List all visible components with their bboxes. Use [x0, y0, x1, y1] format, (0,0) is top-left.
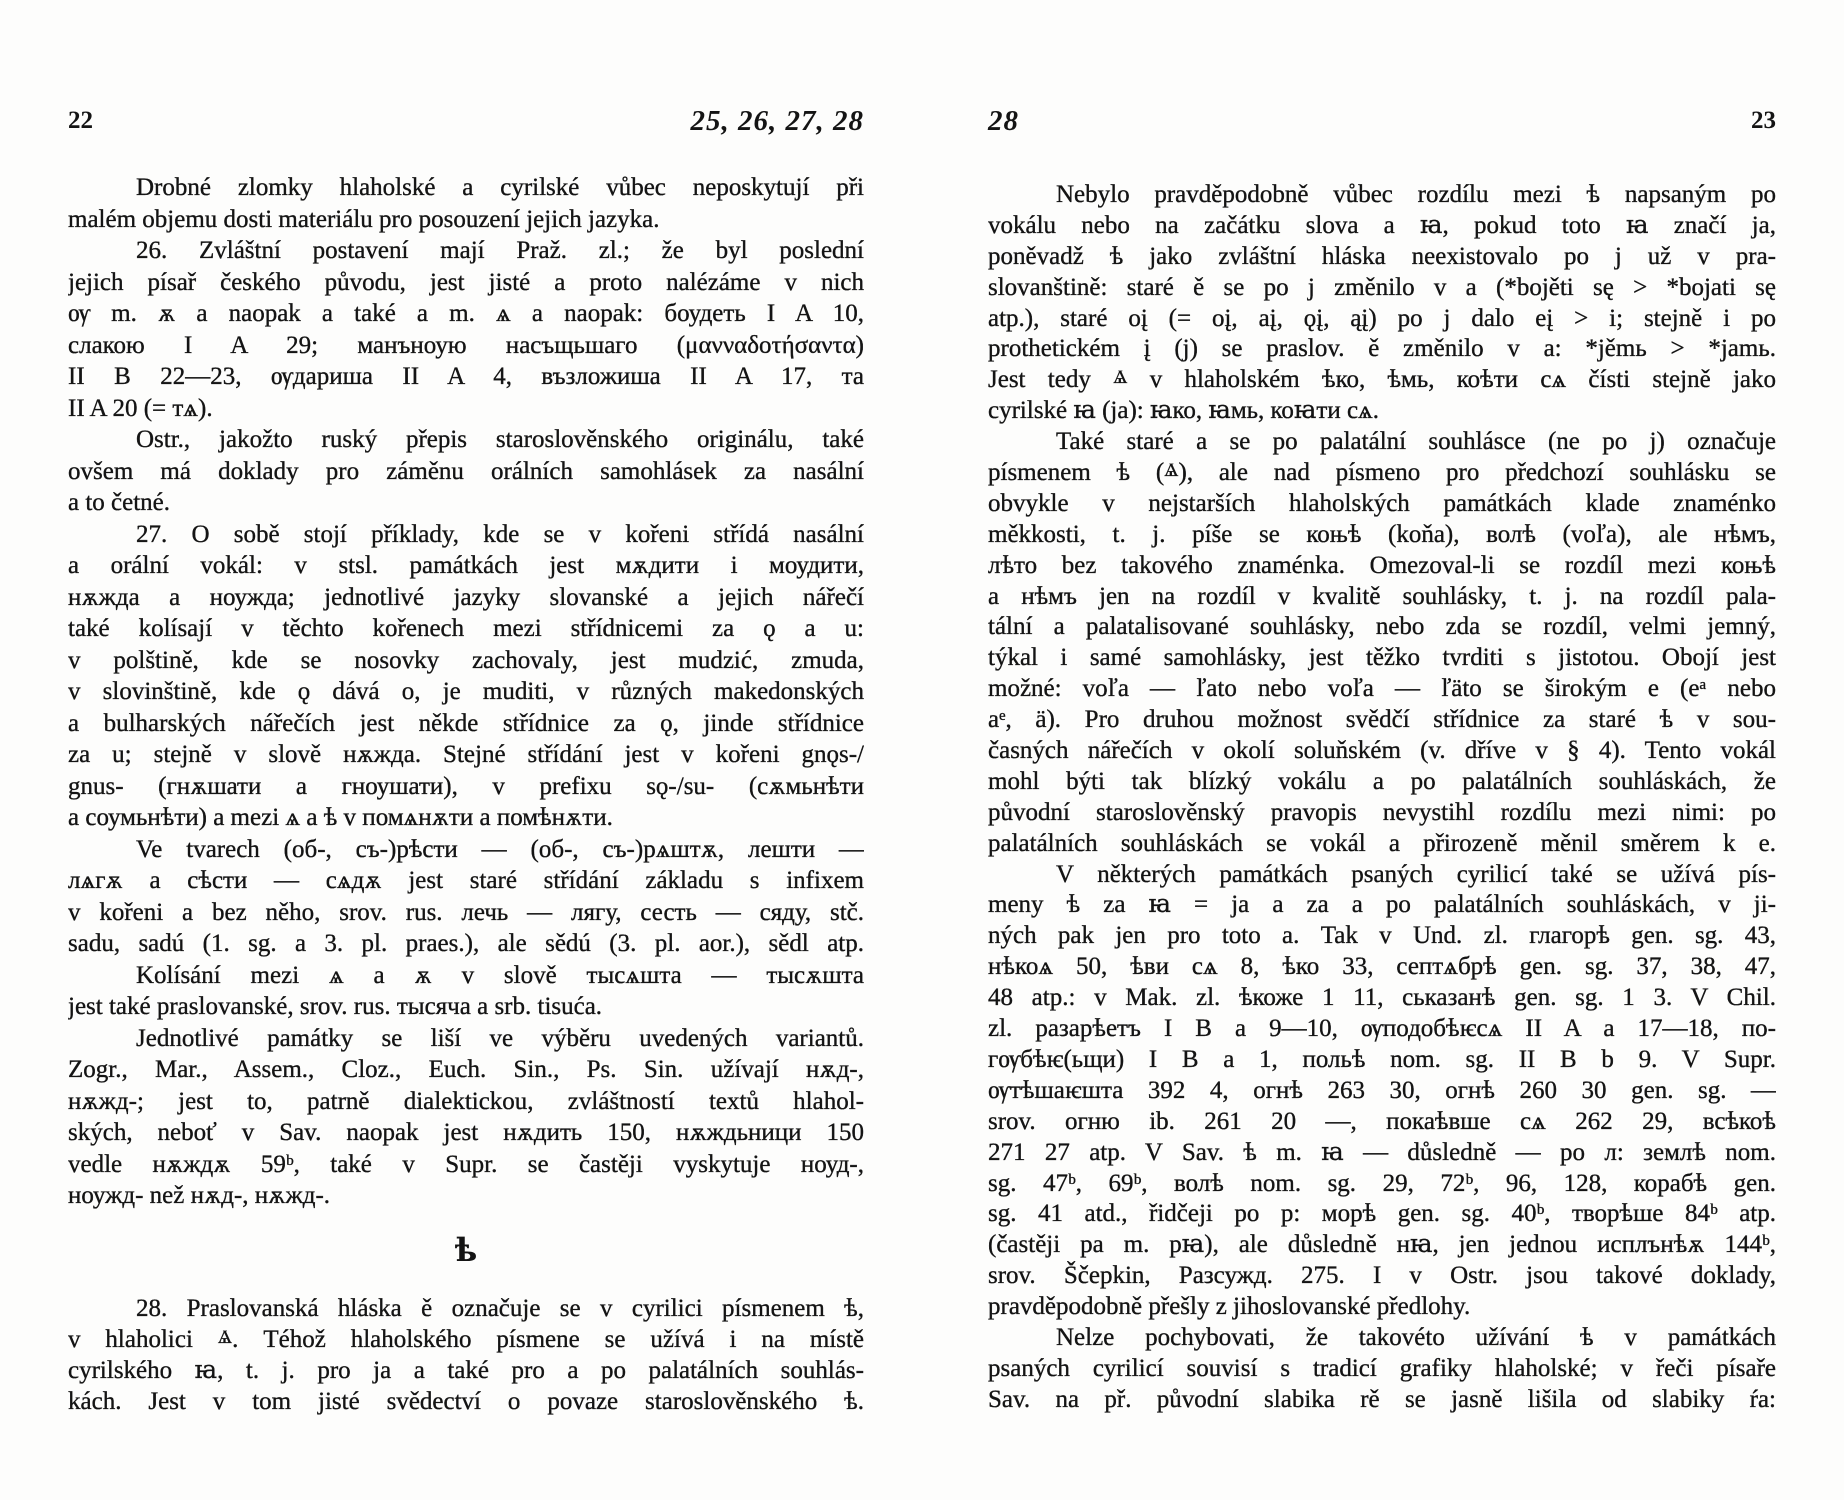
text-line: zl. разарѣетъ I B a 9—10, ѹподобѣѥсѧ II A a 17—18, по- [988, 1015, 1776, 1043]
text-line: cyrilského ꙗ, t. j. pro ja a také pro a po palatálních souhlás- [68, 1357, 864, 1384]
section-divider: ѣ [454, 1231, 478, 1269]
text-line: sg. 47ᵇ, 69ᵇ, волѣ nom. sg. 29, 72ᵇ, 96, 128, корабѣ gen. [988, 1169, 1776, 1197]
text-line: v polštině, kde se nosovky zachovaly, jest mudzić, zmuda, [68, 646, 864, 674]
text-line: písmenem ѣ (ⱑ), ale nad písmeno pro předchozí souhlásku se [988, 459, 1776, 487]
text-line: v kořeni a bez něho, srov. rus. лечь — лягу, сесть — сяду, stč. [68, 898, 864, 926]
text-line: 28. Praslovanská hláska ě označuje se v cyrilici písmenem ѣ, [136, 1295, 864, 1322]
right-page-text [988, 180, 1776, 1416]
text-line: 48 atp.: v Mak. zl. ѣкоже 1 11, ськазанѣ gen. sg. 1 3. V Chil. [988, 984, 1776, 1012]
text-line: cyrilské ꙗ (ja): ꙗко, ꙗмь, коꙗти сѧ. [988, 397, 1380, 425]
text-line: prothetickém į (j) se praslov. ě změnilo v a: *jěmь > *jamь. [988, 335, 1776, 363]
text-line: časných nářečích v okolí soluňském (v. dříve v § 4). Tento vokál [988, 737, 1776, 765]
text-line: psaných cyrilicí souvisí s tradicí grafiky hlaholské; v řeči písaře [988, 1354, 1776, 1382]
text-line: Sav. na př. původní slabika rě se jasně lišila od slabiky ŕa: [988, 1385, 1776, 1413]
text-line: ských, neboť v Sav. naopak jest нѫдить 150, нѫждьници 150 [68, 1119, 864, 1146]
text-line: слакою I A 29; манъноую насъщьшаго (μανναδοτήσαντα) [68, 331, 864, 359]
text-line: možné: voľa — ľato nebo voľa — ľäto se širokým e (eᵃ nebo [988, 675, 1776, 703]
text-line: srov. Ščepkin, Разсужд. 275. I v Ostr. jsou takové doklady, [988, 1262, 1776, 1290]
text-line: mohl býti tak blízký vokálu a po palatálních souhláskách, že [988, 767, 1776, 795]
text-line: 271 27 atp. V Sav. ѣ m. ꙗ — důsledně — po л: землѣ nom. [988, 1138, 1776, 1166]
text-line: atp.), staré oį (= oį, aį, ǫį, ąį) po j dalo eį > i; stejně i po [988, 304, 1776, 332]
text-line: лѣто bez takového znaménka. Omezoval-li se rozdíl mezi коњѣ [988, 551, 1776, 579]
text-line: vokálu nebo na začátku slova a ꙗ, pokud toto ꙗ značí ja, [988, 211, 1776, 239]
text-line: 26. Zvláštní postavení mají Praž. zl.; že byl poslední [136, 237, 864, 264]
text-line: лѧгѫ a сѣсти — сѧдѫ jest staré střídání základu s infixem [68, 867, 864, 894]
text-line: meny ѣ za ꙗ = ja a za а po palatálních souhláskách, v ji- [988, 891, 1776, 919]
text-line: palatálních souhláskách se vokál a přirozeně měnil směrem k e. [988, 829, 1776, 857]
text-line: měkkosti, t. j. píše se коњѣ (koňa), волѣ (voľa), ale нѣмъ, [988, 520, 1776, 548]
text-line: нѫжда a ноужда; jednotlivé jazyky slovanské a jejich nářečí [68, 583, 864, 611]
text-line: V některých památkách psaných cyrilicí také se užívá pís- [1056, 860, 1776, 888]
text-line: II A 20 (= тѧ). [68, 394, 213, 422]
right-page-header [988, 104, 1776, 138]
text-line: ѹ m. ѫ a naopak a také а m. ѧ a naopak: боудеть I A 10, [68, 300, 864, 327]
text-line: ných pak jen pro toto а. Tak v Und. zl. глагорѣ gen. sg. 43, [988, 922, 1776, 950]
text-line: v slovinštině, kde ǫ dává o, je muditi, v různých makedonských [68, 678, 864, 705]
text-line: нѫжд-; jest to, patrně dialektickou, zvláštností textů hlahol- [68, 1087, 864, 1115]
page-number: 23 [1751, 107, 1776, 134]
text-line: jest také praslovanské, srov. rus. тысяча a srb. tisuća. [68, 993, 603, 1020]
text-line: v hlaholici ⱑ. Téhož hlaholského písmene se užívá i na místě [68, 1326, 864, 1353]
text-line: Ve tvarech (об-, съ-)рѣсти — (об-, съ-)рѧштѫ, лешти — [136, 835, 864, 863]
text-line: ovšem má doklady pro záměnu orálních samohlásek za nasální [68, 457, 864, 485]
text-line: гѹбѣѥ(ьщи) I B a 1, польѣ nom. sg. II B b 9. V Supr. [988, 1045, 1776, 1073]
text-line: Jednotlivé památky se liší ve výběru uvedených variantů. [136, 1024, 864, 1052]
left-page-header [68, 104, 864, 138]
text-line: také kolísají v těchto kořenech mezi střídnicemi za ǫ a u: [68, 615, 864, 642]
text-line: vedle нѫждѫ 59ᵇ, také v Supr. se častěji vyskytuje ноуд-, [68, 1150, 864, 1178]
text-line: ѹтѣшаѥшта 392 4, огнѣ 263 30, огнѣ 260 30 gen. sg. — [988, 1076, 1776, 1104]
text-line: (častěji ра m. рꙗ), ale důsledně нꙗ, jen jednou исплънѣѫ 144ᵇ, [988, 1231, 1776, 1259]
running-head: 25, 26, 27, 28 [690, 105, 864, 137]
text-line: malém objemu dosti materiálu pro posouzení jejich jazyka. [68, 205, 660, 233]
running-head: 28 [988, 105, 1019, 137]
text-line: 27. O sobě stojí příklady, kde se v kořeni střídá nasální [136, 520, 864, 548]
text-line: Nelze pochybovati, že takovéto užívání ѣ v památkách [1056, 1323, 1776, 1351]
text-line: tální a palatalisované souhlásky, nebo zda se rozdíl, velmi jemný, [988, 613, 1776, 641]
text-line: Ostr., jakožto ruský přepis staroslověnského originálu, také [136, 426, 864, 453]
left-page-text [68, 172, 864, 1212]
text-line: a нѣмъ jen na rozdíl v kvalitě souhlásky, t. j. na rozdíl pala- [988, 582, 1776, 610]
text-line: Zogr., Mar., Assem., Cloz., Euch. Sin., Ps. Sin. užívají нѫд-, [68, 1056, 864, 1083]
text-line: gnus- (гнѫшати a гноушати), v prefixu sǫ-/su- (сѫмьнѣти [68, 772, 864, 800]
text-line: ноужд- než нѫд-, нѫжд-. [68, 1182, 331, 1209]
text-line: Nebylo pravděpodobně vůbec rozdílu mezi ѣ napsaným po [1056, 181, 1776, 208]
text-line: Jest tedy ⱑ v hlaholském ѣко, ѣмь, коѣти сѧ čísti stejně jako [988, 366, 1776, 394]
text-line: aᵉ, ä). Pro druhou možnost svědčí střídnice za staré ѣ v sou- [988, 706, 1776, 734]
text-line: jejich písař českého původu, jest jisté a proto nalézáme v nich [68, 268, 864, 296]
text-line: sadu, sadú (1. sg. a 3. pl. praes.), ale sědú (3. pl. aor.), sědl atp. [68, 930, 864, 957]
text-line: Také staré a se po palatální souhlásce (ne po j) označuje [1056, 428, 1776, 456]
text-line: a orální vokál: v stsl. památkách jest мѫдити i моудити, [68, 552, 864, 579]
text-line: Drobné zlomky hlaholské a cyrilské vůbec neposkytují při [136, 174, 864, 201]
text-line: нѣкоѧ 50, ѣви сѧ 8, ѣко 33, септѧбрѣ gen. sg. 37, 38, 47, [988, 953, 1776, 981]
text-line: za u; stejně v slově нѫжда. Stejné střídání jest v kořeni gnǫs-/ [68, 741, 864, 768]
text-line: obvykle v nejstarších hlaholských památkách klade znaménko [988, 489, 1776, 517]
text-line: poněvadž ѣ jako zvláštní hláska neexistovalo po j už v pra- [988, 242, 1776, 270]
text-line: a соумьнѣти) a mezi ѧ a ѣ v помѧнѫти a помѣнѫти. [68, 804, 613, 831]
text-line: kách. Jest v tom jisté svědectví o povaze staroslověnského ѣ. [68, 1388, 864, 1415]
text-line: původní staroslověnský pravopis nevystihl rozdílu mezi nimi: po [988, 798, 1776, 826]
text-line: a to četné. [68, 489, 171, 516]
text-line: a bulharských nářečích jest někde střídnice za ǫ, jinde střídnice [68, 709, 864, 737]
text-line: srov. огню ib. 261 20 —, покаѣвше сѧ 262 29, всѣкоѣ [988, 1107, 1776, 1135]
text-line: Kolísání mezi ѧ a ѫ v slově тысѧшта — тысѫшта [136, 961, 864, 989]
text-line: sg. 41 atd., řidčeji po р: морѣ gen. sg. 40ᵇ, творѣше 84ᵇ atp. [988, 1200, 1776, 1228]
text-line: týkal i samé samohlásky, jest těžko tvrditi s jistotou. Obojí jest [988, 644, 1776, 672]
text-line: slovanštině: staré ě se po j změnilo v a (*bojěti sę > *bojati sę [988, 273, 1776, 301]
text-line: pravděpodobně přešly z jihoslovanské předlohy. [988, 1293, 1471, 1321]
left-page-text-section-28 [68, 1293, 864, 1417]
text-line: II B 22—23, ѹдариша II A 4, възложиша II A 17, та [68, 363, 864, 390]
page-number: 22 [68, 107, 93, 134]
